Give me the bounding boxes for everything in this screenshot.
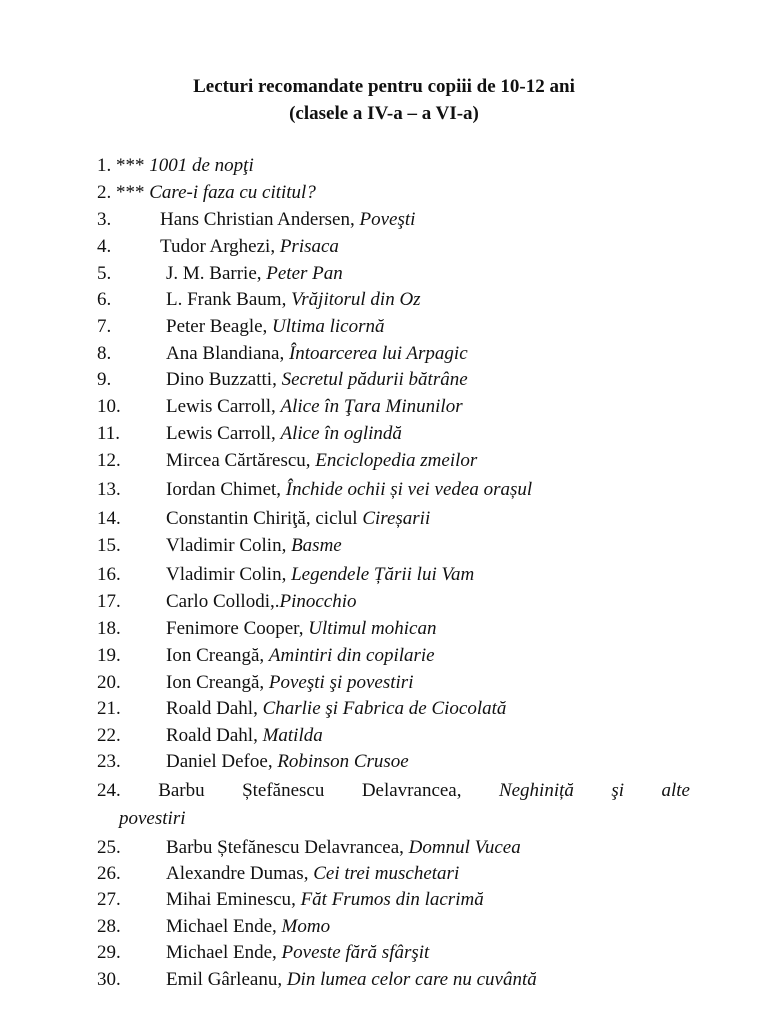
item-number: 28. (97, 916, 121, 937)
item-separator: , (267, 751, 278, 772)
item-author: Barbu Ștefănescu Delavrancea (166, 837, 400, 858)
item-title: Care-i faza cu cititul? (149, 182, 316, 203)
item-title: Momo (281, 916, 331, 937)
item-separator: , (272, 916, 282, 937)
item-prefix: *** (116, 182, 145, 203)
item-number: 4. (97, 236, 112, 257)
item-title: Prisaca (279, 236, 339, 257)
item-title: Domnul Vucea (408, 837, 521, 858)
item-separator: , (303, 863, 314, 884)
list-item (97, 181, 316, 205)
item-author: Emil Gârleanu (166, 969, 278, 990)
item-title: povestiri (119, 808, 186, 829)
item-number: 11. (97, 423, 121, 444)
item-author: Carlo Collodi (166, 591, 270, 612)
item-author: Lewis Carroll (166, 423, 272, 444)
item-author: Ion Creangă (166, 672, 260, 693)
item-title: Din lumea celor care nu cuvântă (286, 969, 537, 990)
item-author: Mihai Eminescu (166, 889, 292, 910)
item-separator: , (281, 289, 292, 310)
item-author: Michael Ende (166, 942, 273, 963)
item-title: Charlie şi Fabrica de Ciocolată (262, 698, 507, 719)
item-title: Întoarcerea lui Arpagic (288, 343, 468, 364)
item-number: 1. (97, 155, 112, 176)
item-author: Constantin Chiriţă, ciclul (166, 508, 358, 529)
item-title: Ultima licornă (272, 316, 385, 337)
item-author: Iordan Chimet (166, 479, 277, 500)
item-title: Alice în Ţara Minunilor (280, 396, 463, 417)
item-author: Peter Beagle (166, 316, 263, 337)
item-separator: , (272, 942, 282, 963)
item-title: Basme (291, 535, 342, 556)
item-title: Vrăjitorul din Oz (291, 289, 421, 310)
item-author: Mircea Cărtărescu (166, 450, 306, 471)
item-number: 12. (97, 450, 121, 471)
item-number: 19. (97, 645, 121, 666)
item-separator: , (349, 209, 360, 230)
item-title: Matilda (262, 725, 323, 746)
item-number: 18. (97, 618, 121, 639)
item-number: 24. (97, 780, 121, 801)
item-author: J. M. Barrie (166, 263, 257, 284)
item-author: Daniel Defoe (166, 751, 268, 772)
item-separator: , (277, 969, 287, 990)
item-author: Roald Dahl (166, 698, 254, 719)
item-title: Alice în oglindă (280, 423, 402, 444)
item-number: 13. (97, 479, 121, 500)
item-justified-line (97, 779, 690, 803)
item-number: 2. (97, 182, 112, 203)
list-item-continuation (119, 807, 186, 831)
item-title: Închide ochii și vei vedea orașul (285, 479, 533, 500)
item-author: L. Frank Baum (166, 289, 282, 310)
item-author: Alexandre Dumas (166, 863, 304, 884)
item-number: 25. (97, 837, 121, 858)
item-author: Lewis Carroll (166, 396, 272, 417)
item-author: Roald Dahl (166, 725, 254, 746)
item-title: Făt Frumos din lacrimă (300, 889, 484, 910)
item-title-word: alte (661, 780, 690, 801)
item-number: 10. (97, 396, 121, 417)
item-title: Poveşti (359, 209, 416, 230)
item-separator: , (253, 725, 263, 746)
item-author-word: Ștefănescu (242, 780, 325, 801)
item-separator: , (259, 672, 269, 693)
item-author: Dino Buzzatti (166, 369, 273, 390)
item-number: 22. (97, 725, 121, 746)
item-separator: , (259, 645, 269, 666)
item-separator: , (270, 236, 280, 257)
item-number: 3. (97, 209, 112, 230)
item-number: 17. (97, 591, 121, 612)
item-number: 7. (97, 316, 112, 337)
item-separator: , (271, 396, 281, 417)
item-number: 9. (97, 369, 112, 390)
item-number: 8. (97, 343, 112, 364)
item-separator: , (281, 564, 292, 585)
item-separator: , (256, 263, 267, 284)
item-number: 23. (97, 751, 121, 772)
item-title: Amintiri din copilarie (268, 645, 435, 666)
item-number: 16. (97, 564, 121, 585)
item-title: Ultimul mohican (308, 618, 437, 639)
item-separator: , (298, 618, 309, 639)
item-number: 20. (97, 672, 121, 693)
item-separator: ,. (269, 591, 280, 612)
item-separator: , (262, 316, 273, 337)
item-author: Ana Blandiana (166, 343, 280, 364)
item-number: 21. (97, 698, 121, 719)
item-title: Cireșarii (362, 508, 431, 529)
item-title: Legendele Țării lui Vam (291, 564, 475, 585)
item-author: Vladimir Colin (166, 564, 282, 585)
item-author: Ion Creangă (166, 645, 260, 666)
item-prefix: *** (116, 155, 145, 176)
item-number: 30. (97, 969, 121, 990)
item-number: 15. (97, 535, 121, 556)
item-author: Tudor Arghezi (160, 236, 271, 257)
item-number: 26. (97, 863, 121, 884)
item-title: Cei trei muschetari (313, 863, 460, 884)
list-item (97, 154, 254, 178)
item-number: 14. (97, 508, 121, 529)
item-author: Michael Ende (166, 916, 273, 937)
item-number: 6. (97, 289, 112, 310)
item-title-word: şi (611, 780, 625, 801)
list-item (97, 779, 690, 803)
item-number: 29. (97, 942, 121, 963)
item-author-word: Delavrancea, (361, 780, 462, 801)
item-author: Hans Christian Andersen (160, 209, 350, 230)
item-title: Pinocchio (279, 591, 357, 612)
item-separator: , (281, 535, 292, 556)
item-separator: , (276, 479, 286, 500)
item-separator: , (305, 450, 316, 471)
item-number: 27. (97, 889, 121, 910)
item-title: Enciclopedia zmeilor (315, 450, 478, 471)
item-title: Robinson Crusoe (277, 751, 409, 772)
item-separator: , (279, 343, 289, 364)
item-author: Vladimir Colin (166, 535, 282, 556)
item-number: 5. (97, 263, 112, 284)
item-title: Secretul pădurii bătrâne (281, 369, 468, 390)
item-separator: , (272, 369, 282, 390)
item-separator: , (291, 889, 301, 910)
item-title: Poveste fără sfârşit (281, 942, 430, 963)
item-title: Peter Pan (266, 263, 343, 284)
item-title: Poveşti şi povestiri (268, 672, 414, 693)
page-title: Lecturi recomandate pentru copiii de 10-12 ani (193, 76, 575, 97)
item-separator: , (253, 698, 263, 719)
item-author: Fenimore Cooper (166, 618, 299, 639)
item-separator: , (399, 837, 409, 858)
item-separator: , (271, 423, 281, 444)
item-title-word: Neghiniță (498, 780, 574, 801)
item-author-word: Barbu (158, 780, 205, 801)
item-title: 1001 de nopţi (149, 155, 254, 176)
page-subtitle: (clasele a IV-a – a VI-a) (289, 103, 479, 124)
